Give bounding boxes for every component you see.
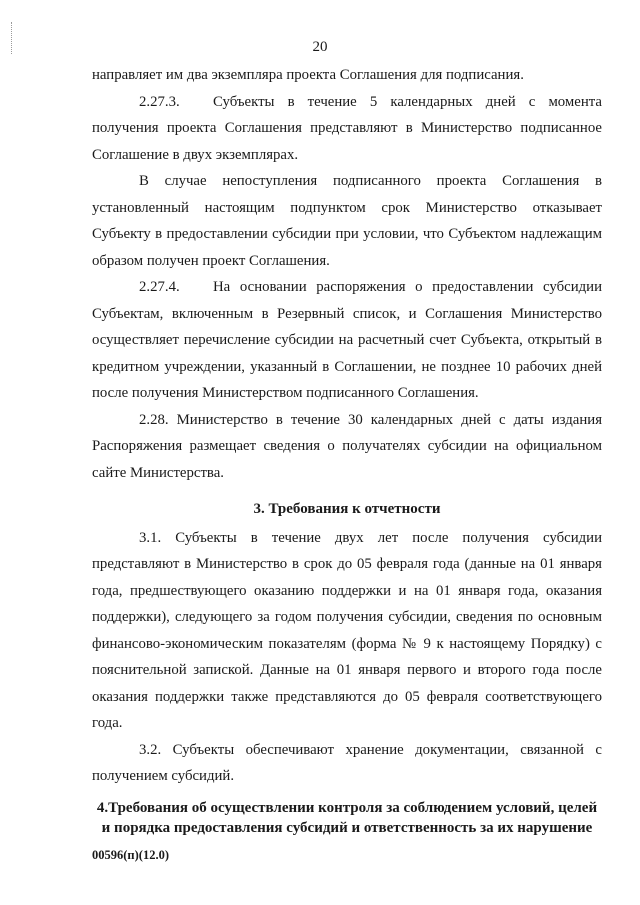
- section-4-title: 4.Требования об осуществлении контроля за соблюдением условий, целей и порядка предоставления субсидий и ответственность за их нарушение: [96, 799, 598, 836]
- paragraph-nonreceipt: В случае непоступления подписанного проекта Соглашения в установленный настоящим подпунктом срок Министерство отказывает Субъекту в предоставлении субсидии при условии, что Субъектом надлежащим образом получен проект Соглашения.: [92, 173, 602, 269]
- page-number: 20: [312, 39, 328, 55]
- paragraph-continuation: направляет им два экземпляра проекта Соглашения для подписания.: [92, 67, 524, 83]
- clause-number: 2.27.4.: [139, 279, 180, 295]
- document-code: 00596(п)(12.0): [92, 848, 169, 862]
- paragraph-3-1: 3.1. Субъекты в течение двух лет после получения субсидии представляют в Министерство в срок до 05 февраля года (данные на 01 января года, предшествующего оказанию поддержки и на 01 января года, оказания поддержки), следующего за годом получения субсидии, сведения по основным финансово-экономическим показателям (форма № 9 к настоящему Порядку) с пояснительной запиской. Данные на 01 января первого и второго года после оказания поддержки также представляются до 05 февраля соответствующего года.: [92, 529, 602, 731]
- paragraph-3-2: 3.2. Субъекты обеспечивают хранение документации, связанной с получением субсидий.: [92, 741, 602, 784]
- clause-text: На основании распоряжения о предоставлении субсидии Субъектам, включенным в Резервный список, и Соглашения Министерство осуществляет перечисление субсидии на расчетный счет Субъекта, открытый в кредитном учреждении, указанный в Соглашении, не позднее 10 рабочих дней после получения Министерством подписанного Соглашения.: [92, 279, 602, 401]
- clause-number: 2.27.3.: [139, 93, 180, 110]
- paragraph-2-27-3: [92, 89, 602, 169]
- paragraph-2-28: 2.28. Министерство в течение 30 календарных дней с даты издания Распоряжения размещает сведения о получателях субсидии на официальном сайте Министерства.: [92, 411, 602, 481]
- section-3-title: 3. Требования к отчетности: [253, 501, 441, 517]
- paragraph-2-27-4: [92, 274, 602, 407]
- document-body: [92, 62, 602, 838]
- clause-text: Субъекты в течение 5 календарных дней с момента получения проекта Соглашения представляют в Министерство подписанное Соглашение в двух экземплярах.: [92, 93, 602, 163]
